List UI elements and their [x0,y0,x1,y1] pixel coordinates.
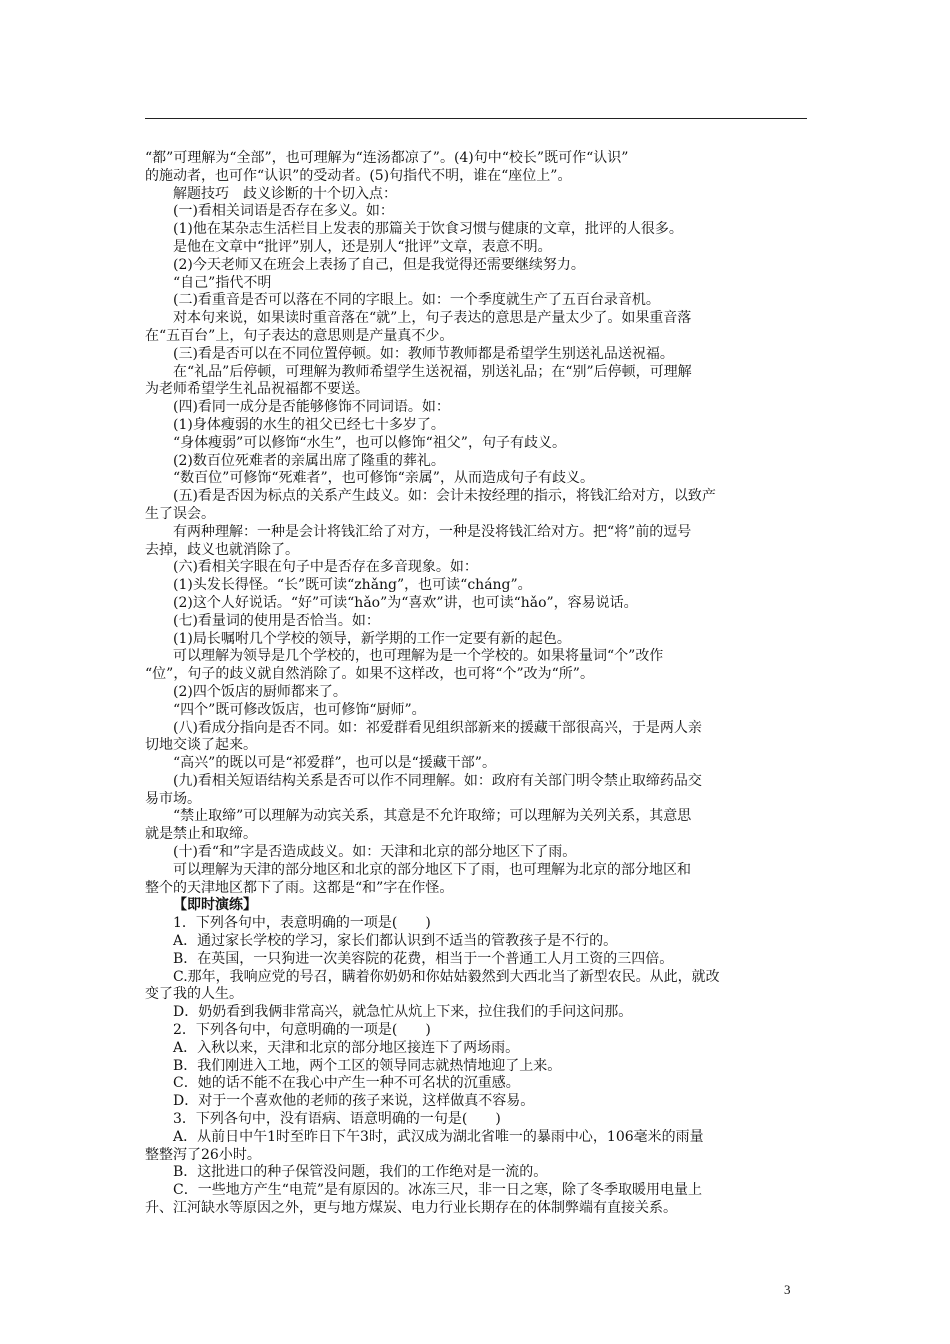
text-line: C．一些地方产生“电荒”是有原因的。冰冻三尺，非一日之寒，除了冬季取暖用电量上 [173,1182,703,1199]
text-line: (十)看“和”字是否造成歧义。如：天津和北京的部分地区下了雨。 [173,844,577,861]
text-line: (1)局长嘱咐几个学校的领导，新学期的工作一定要有新的起色。 [173,630,571,647]
text-line: B．在英国，一只狗进一次美容院的花费，相当于一个普通工人月工资的三四倍。 [173,950,674,967]
text-line: “自己”指代不明 [173,274,272,291]
text-line: D．奶奶看到我俩非常高兴，就急忙从炕上下来，拉住我们的手问这问那。 [173,1004,633,1021]
text-line: 是他在文章中“批评”别人，还是别人“批评”文章，表意不明。 [173,238,552,255]
text-line: “数百位”可修饰“死难者”，也可修饰“亲属”，从而造成句子有歧义。 [173,470,594,487]
text-line: A．通过家长学校的学习，家长们都认识到不适当的管教孩子是不行的。 [173,933,618,950]
text-line: (六)看相关字眼在句子中是否存在多音现象。如： [173,559,478,576]
text-line: “位”，句子的歧义就自然消除了。如果不这样改，也可将“个”改为“所”。 [145,666,594,683]
text-line: 的施动者，也可作“认识”的受动者。(5)句指代不明，谁在“座位上”。 [145,167,572,184]
text-line: 整个的天津地区都下了雨。这都是“和”字在作怪。 [145,879,454,896]
text-line: (五)看是否因为标点的关系产生歧义。如：会计未按经理的指示，将钱汇给对方，以致产 [173,488,716,505]
text-line: 整整泻了26小时。 [145,1146,261,1163]
text-line: (2)四个饭店的厨师都来了。 [173,683,347,700]
text-line: 易市场。 [145,790,201,807]
text-line: (1)他在某杂志生活栏目上发表的那篇关于饮食习惯与健康的文章，批评的人很多。 [173,221,683,238]
text-line: (2)数百位死难者的亲属出席了隆重的葬礼。 [173,452,445,469]
page-body [145,150,807,1218]
text-line: (2)这个人好说话。“好”可读“hǎo”为“喜欢”讲，也可读“hǎo”，容易说话。 [173,594,638,611]
text-line: A．入秋以来，天津和北京的部分地区接连下了两场雨。 [173,1039,520,1056]
text-line: 3．下列各句中，没有语病、语意明确的一句是( ) [173,1111,501,1128]
text-line: 1．下列各句中，表意明确的一项是( ) [173,915,431,932]
text-line: (一)看相关词语是否存在多义。如： [173,203,394,220]
text-line: (九)看相关短语结构关系是否可以作不同理解。如：政府有关部门明令禁止取缔药品交 [173,772,702,789]
text-line: C.那年，我响应党的号召，瞒着你奶奶和你姑姑毅然到大西北当了新型农民。从此，就改 [173,968,720,985]
text-line: 变了我的人生。 [145,986,243,1003]
text-line: (八)看成分指向是否不同。如：祁爱群看见组织部新来的援藏干部很高兴，于是两人亲 [173,719,702,736]
text-line: (1)头发长得怪。“长”既可读“zhǎng”，也可读“cháng”。 [173,577,532,594]
text-line: (1)身体瘦弱的水生的祖父已经七十多岁了。 [173,416,445,433]
text-line: 【即时演练】 [173,897,257,914]
text-line: (二)看重音是否可以落在不同的字眼上。如：一个季度就生产了五百台录音机。 [173,292,660,309]
text-line: 对本句来说，如果读时重音落在“就”上，句子表达的意思是产量太少了。如果重音落 [173,310,692,327]
page-number: 3 [784,1282,791,1297]
text-line: 2．下列各句中，句意明确的一项是( ) [173,1022,431,1039]
text-line: 可以理解为天津的部分地区和北京的部分地区下了雨，也可理解为北京的部分地区和 [173,861,691,878]
text-line: 就是禁止和取缔。 [145,826,257,843]
text-line: 解题技巧 歧义诊断的十个切入点： [173,185,397,202]
text-line: 生了误会。 [145,505,215,522]
text-line: B．这批进口的种子保管没问题，我们的工作绝对是一流的。 [173,1164,548,1181]
text-line: (三)看是否可以在不同位置停顿。如：教师节教师都是希望学生别送礼品送祝福。 [173,345,674,362]
text-line: “都”可理解为“全部”，也可理解为“连汤都凉了”。(4)句中“校长”既可作“认识” [145,150,629,166]
text-line: 有两种理解：一种是会计将钱汇给了对方，一种是没将钱汇给对方。把“将”前的逗号 [173,523,692,540]
text-line: (四)看同一成分是否能够修饰不同词语。如： [173,399,450,416]
text-line: “禁止取缔”可以理解为动宾关系，其意是不允许取缔；可以理解为关列关系，其意思 [173,808,692,825]
header-rule [145,118,807,119]
text-line: (七)看量词的使用是否恰当。如： [173,612,380,629]
text-line: A．从前日中午1时至昨日下午3时，武汉成为湖北省唯一的暴雨中心，106毫米的雨量 [173,1128,704,1145]
text-line: 去掉，歧义也就消除了。 [145,541,299,558]
text-line: D．对于一个喜欢他的老师的孩子来说，这样做真不容易。 [173,1093,535,1110]
text-line: B．我们刚进入工地，两个工区的领导同志就热情地迎了上来。 [173,1057,562,1074]
text-line: 在“五百台”上，句子表达的意思则是产量真不少。 [145,327,454,344]
text-line: 升、江河缺水等原因之外，更与地方煤炭、电力行业长期存在的体制弊端有直接关系。 [145,1200,677,1217]
text-line: 可以理解为领导是几个学校的，也可理解为是一个学校的。如果将量词“个”改作 [173,648,664,665]
text-line: 在“礼品”后停顿，可理解为教师希望学生送祝福，别送礼品；在“别”后停顿，可理解 [173,363,692,380]
text-line: C．她的话不能不在我心中产生一种不可名状的沉重感。 [173,1075,520,1092]
text-line: 切地交谈了起来。 [145,737,257,754]
text-line: “身体瘦弱”可以修饰“水生”，也可以修饰“祖父”，句子有歧义。 [173,434,566,451]
text-line: (2)今天老师又在班会上表扬了自己，但是我觉得还需要继续努力。 [173,256,585,273]
text-line: “四个”既可修改饭店，也可修饰“厨师”。 [173,701,426,718]
text-line: “高兴”的既以可是“祁爱群”，也可以是“援藏干部”。 [173,755,496,772]
text-line: 为老师希望学生礼品祝福都不要送。 [145,381,369,398]
